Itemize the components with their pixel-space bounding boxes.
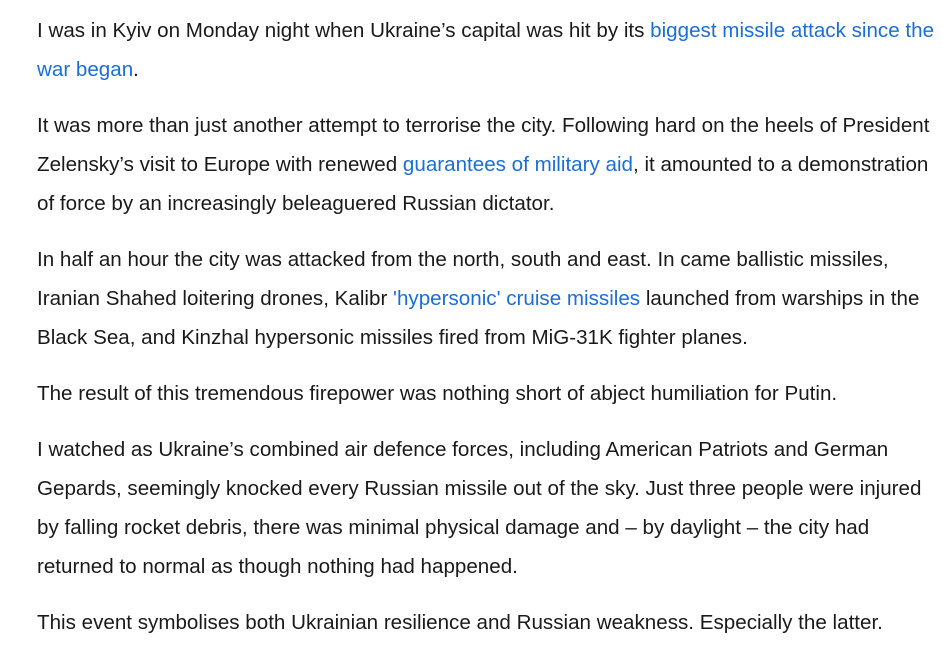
- article-body: [37, 11, 937, 659]
- paragraph-2: [37, 106, 937, 223]
- paragraph-1: [37, 11, 937, 89]
- paragraph-3: [37, 240, 937, 357]
- link-biggest-missile-attack[interactable]: biggest missile attack since the war began: [37, 19, 935, 81]
- link-guarantees-of-military-aid[interactable]: guarantees of military aid: [402, 153, 633, 176]
- paragraph-4: The result of this tremendous firepower was nothing short of abject humiliation for Putin.: [37, 382, 838, 405]
- paragraph-6: This event symbolises both Ukrainian resilience and Russian weakness. Especially the latter.: [37, 611, 883, 634]
- paragraph-1-text-before: I was in Kyiv on Monday night when Ukraine’s capital was hit by its: [37, 19, 651, 42]
- paragraph-3-text-before: In half an hour the city was attacked from the north, south and east. In came ballistic missiles, Iranian Shahed loitering drones, Kalibr: [37, 248, 889, 310]
- paragraph-2-text-after: , it amounted to a demonstration of force by an increasingly beleaguered Russian dictator.: [37, 153, 929, 215]
- paragraph-3-text-after: launched from warships in the Black Sea, and Kinzhal hypersonic missiles fired from MiG-31K fighter planes.: [37, 287, 920, 349]
- link-hypersonic-cruise-missiles[interactable]: 'hypersonic' cruise missiles: [393, 287, 641, 310]
- paragraph-1-text-after: .: [133, 58, 139, 81]
- paragraph-2-text-before: It was more than just another attempt to terrorise the city. Following hard on the heels of President Zelensky’s visit to Europe with renewed: [37, 114, 930, 176]
- paragraph-5: I watched as Ukraine’s combined air defence forces, including American Patriots and German Gepards, seemingly knocked every Russian missile out of the sky. Just three people were injured by falling rocket debris, there was minimal physical damage and – by daylight – the city had returned to normal as though nothing had happened.: [37, 438, 922, 578]
